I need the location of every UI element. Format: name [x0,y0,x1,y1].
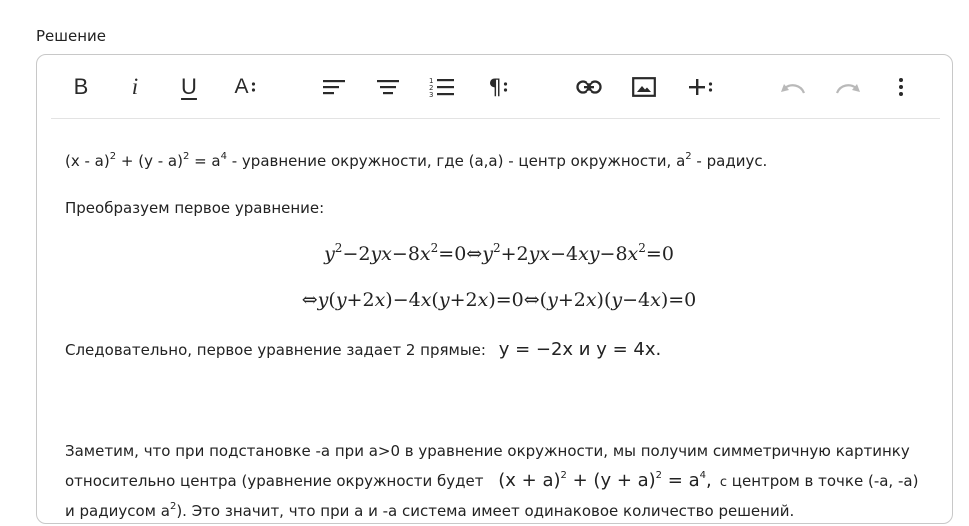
text-size-label: A [234,75,249,98]
math-equation-2 [65,287,933,313]
align-left-icon [322,78,346,96]
inline-math: y = −2x и y = 4x. [498,339,662,360]
align-left-button[interactable] [318,69,350,105]
math-op: −4 [622,289,651,311]
math-var: y [324,243,335,265]
insert-button[interactable] [682,69,718,105]
superscript: 2 [169,501,177,512]
transform-paragraph: Преобразуем первое уравнение: [65,199,325,217]
field-label: Решение [36,27,107,45]
math-equation-1 [65,241,933,267]
math-var: y [547,289,558,311]
redo-icon [835,80,861,94]
paragraph-button[interactable] [480,69,516,105]
lines-paragraph [65,337,661,363]
math-var: yx [370,243,392,265]
text-run: с [715,475,727,490]
text-run: (x - a) [65,152,110,170]
circle-equation-paragraph [65,148,767,174]
math-op: −8 [391,243,420,265]
text-run: + (y - a) [116,152,183,170]
math-op: ( [431,289,439,311]
undo-icon [780,80,806,94]
math-op: −2 [342,243,371,265]
math-var: y [317,289,329,311]
superscript: 2 [685,151,692,162]
superscript: 4 [220,151,227,162]
text-run: - радиус. [691,152,768,170]
math-op: =0⇔ [438,243,483,265]
paragraph-icon: ¶ [488,75,507,99]
editor-toolbar [37,55,952,119]
math-sup: 2 [334,240,343,255]
math-run: , [705,470,712,491]
underline-button[interactable] [173,69,205,105]
inline-math [498,470,711,491]
undo-button[interactable] [777,69,809,105]
math-op: )=0⇔( [488,289,548,311]
symmetry-paragraph [65,437,925,526]
math-op: ⇔ [301,289,318,311]
math-var: x [419,243,431,265]
math-op: +2 [449,289,478,311]
align-center-icon [376,78,400,96]
text-run: центром в точке (-a, -a) и радиусом a [65,472,919,520]
math-run: (x + a) [498,470,561,491]
math-op: +2 [557,289,586,311]
math-op: ( [328,289,336,311]
text-size-button[interactable] [227,69,263,105]
math-sup: 4 [699,470,706,481]
superscript: 2 [182,151,190,162]
more-options-button[interactable] [885,69,917,105]
rich-text-editor[interactable] [36,54,953,524]
numbered-list-icon [429,76,455,98]
math-var: x [374,289,386,311]
math-var: xy [578,243,600,265]
bold-button[interactable] [65,69,97,105]
italic-icon: i [131,74,139,99]
svg-text:1: 1 [429,77,434,85]
bold-icon: B [73,74,89,99]
math-var: yx [528,243,551,265]
text-run: Заметим, что при подстановке -a при a>0 в уравнение окружности, мы получим симметричную картинку относительно центра (уравнение окружности будет [65,442,910,490]
text-run: - уравнение окружности, где (a,a) - центр окружности, a [226,152,686,170]
text-run: Следовательно, первое уравнение задает 2 прямые: [65,341,491,359]
math-sup: 2 [655,470,663,481]
svg-text:2: 2 [429,84,434,92]
math-var: x [650,289,661,311]
image-icon [632,77,656,97]
math-op: +2 [346,289,375,311]
math-var: y [438,289,450,311]
math-var: y [335,289,347,311]
underline-icon: U [181,74,197,99]
math-run: = a [662,470,700,491]
toolbar-divider [51,118,940,119]
math-op: )=0 [660,289,697,311]
math-op: −8 [599,243,628,265]
insert-icon [688,78,713,96]
align-center-button[interactable] [372,69,404,105]
math-op: )( [596,289,612,311]
math-var: y [611,289,623,311]
math-sup: 2 [430,240,439,255]
math-sup: 2 [560,470,567,481]
svg-text:3: 3 [429,91,434,99]
math-var: x [627,243,639,265]
text-run: ). Это значит, что при a и -a система имеет одинаковое количество решений. [176,502,795,520]
math-op: =0 [645,243,674,265]
math-op: )−4 [385,289,421,311]
link-icon [576,80,602,94]
text-run: = a [189,152,221,170]
link-button[interactable] [573,69,605,105]
math-sup: 2 [492,240,501,255]
more-icon [898,77,904,97]
math-var: x [477,289,489,311]
math-run: + (y + a) [566,470,656,491]
math-var: x [585,289,597,311]
math-var: y [482,243,493,265]
math-var: x [420,289,432,311]
math-op: +2 [500,243,529,265]
math-op: −4 [550,243,579,265]
superscript: 2 [109,151,117,162]
numbered-list-button[interactable] [426,69,458,105]
insert-image-button[interactable] [628,69,660,105]
math-sup: 2 [638,240,646,255]
text-size-icon [234,75,255,99]
redo-button[interactable] [832,69,864,105]
italic-button[interactable] [119,69,151,105]
